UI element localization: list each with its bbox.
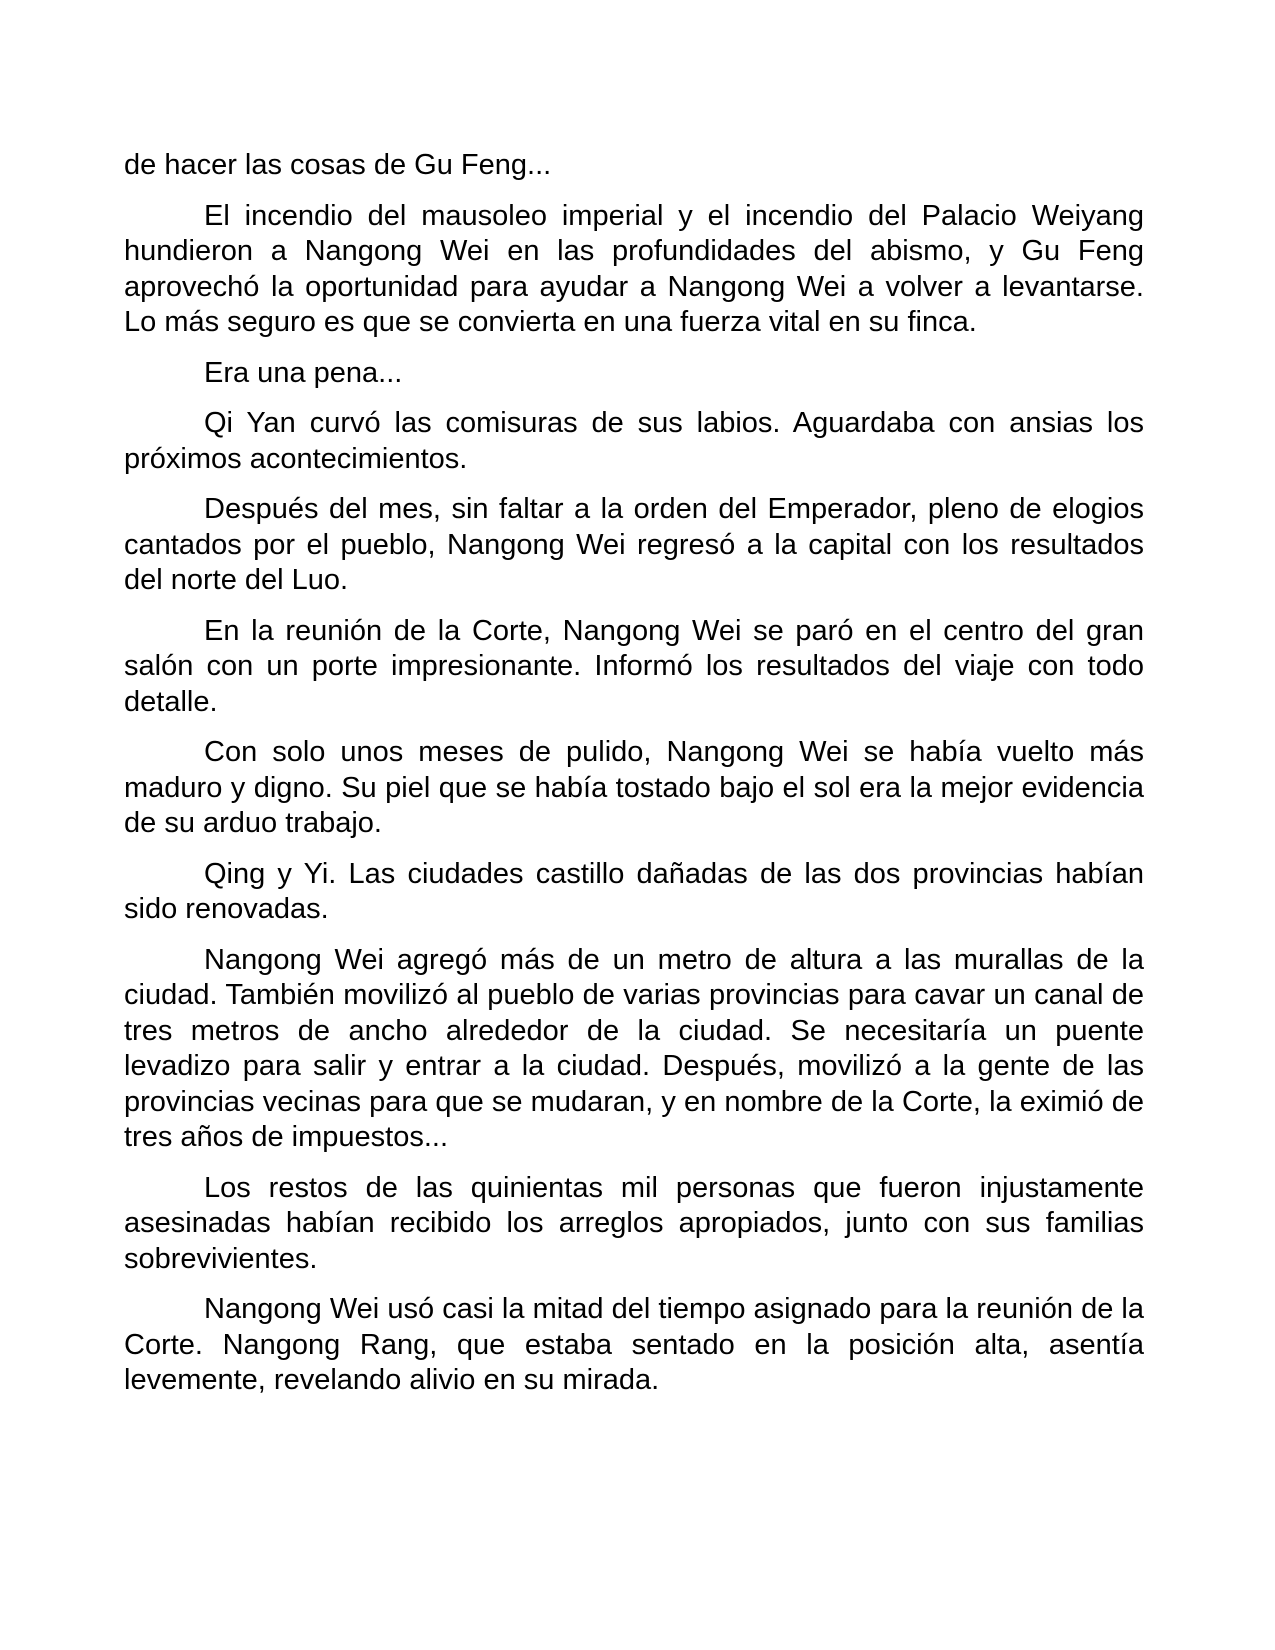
body-text [124,148,1144,1414]
paragraph: Era una pena... [204,356,403,389]
paragraph: Nangong Wei agregó más de un metro de altura a las murallas de la ciudad. También movilizó al pueblo de varias provincias para cavar un canal de tres metros de ancho alrededor de la ciudad. Se necesitaría un puente levadizo para salir y entrar a la ciudad. Después, movilizó a la gente de las provincias vecinas para que se mudaran, y en nombre de la Corte, la eximió de tres años de impuestos... [124,943,1144,1153]
paragraph: Qing y Yi. Las ciudades castillo dañadas de las dos provincias habían sido renovadas. [124,857,1144,925]
paragraph: Nangong Wei usó casi la mitad del tiempo asignado para la reunión de la Corte. Nangong Rang, que estaba sentado en la posición alta, asentía levemente, revelando alivio en su mirada. [124,1293,1144,1396]
paragraph: Después del mes, sin faltar a la orden del Emperador, pleno de elogios cantados por el pueblo, Nangong Wei regresó a la capital con los resultados del norte del Luo. [124,493,1144,596]
paragraph-continuation: de hacer las cosas de Gu Feng... [124,149,552,181]
paragraph: Qi Yan curvó las comisuras de sus labios. Aguardaba con ansias los próximos acontecimientos. [124,407,1144,475]
paragraph: El incendio del mausoleo imperial y el incendio del Palacio Weiyang hundieron a Nangong Wei en las profundidades del abismo, y Gu Feng aprovechó la oportunidad para ayudar a Nangong Wei a volver a levantarse. Lo más seguro es que se convierta en una fuerza vital en su finca. [124,199,1144,338]
paragraph: Con solo unos meses de pulido, Nangong Wei se había vuelto más maduro y digno. Su piel que se había tostado bajo el sol era la mejor evidencia de su arduo trabajo. [124,736,1144,839]
paragraph: En la reunión de la Corte, Nangong Wei se paró en el centro del gran salón con un porte impresionante. Informó los resultados del viaje con todo detalle. [124,614,1144,718]
paragraph: Los restos de las quinientas mil personas que fueron injustamente asesinadas habían recibido los arreglos apropiados, junto con sus familias sobrevivientes. [124,1171,1144,1275]
